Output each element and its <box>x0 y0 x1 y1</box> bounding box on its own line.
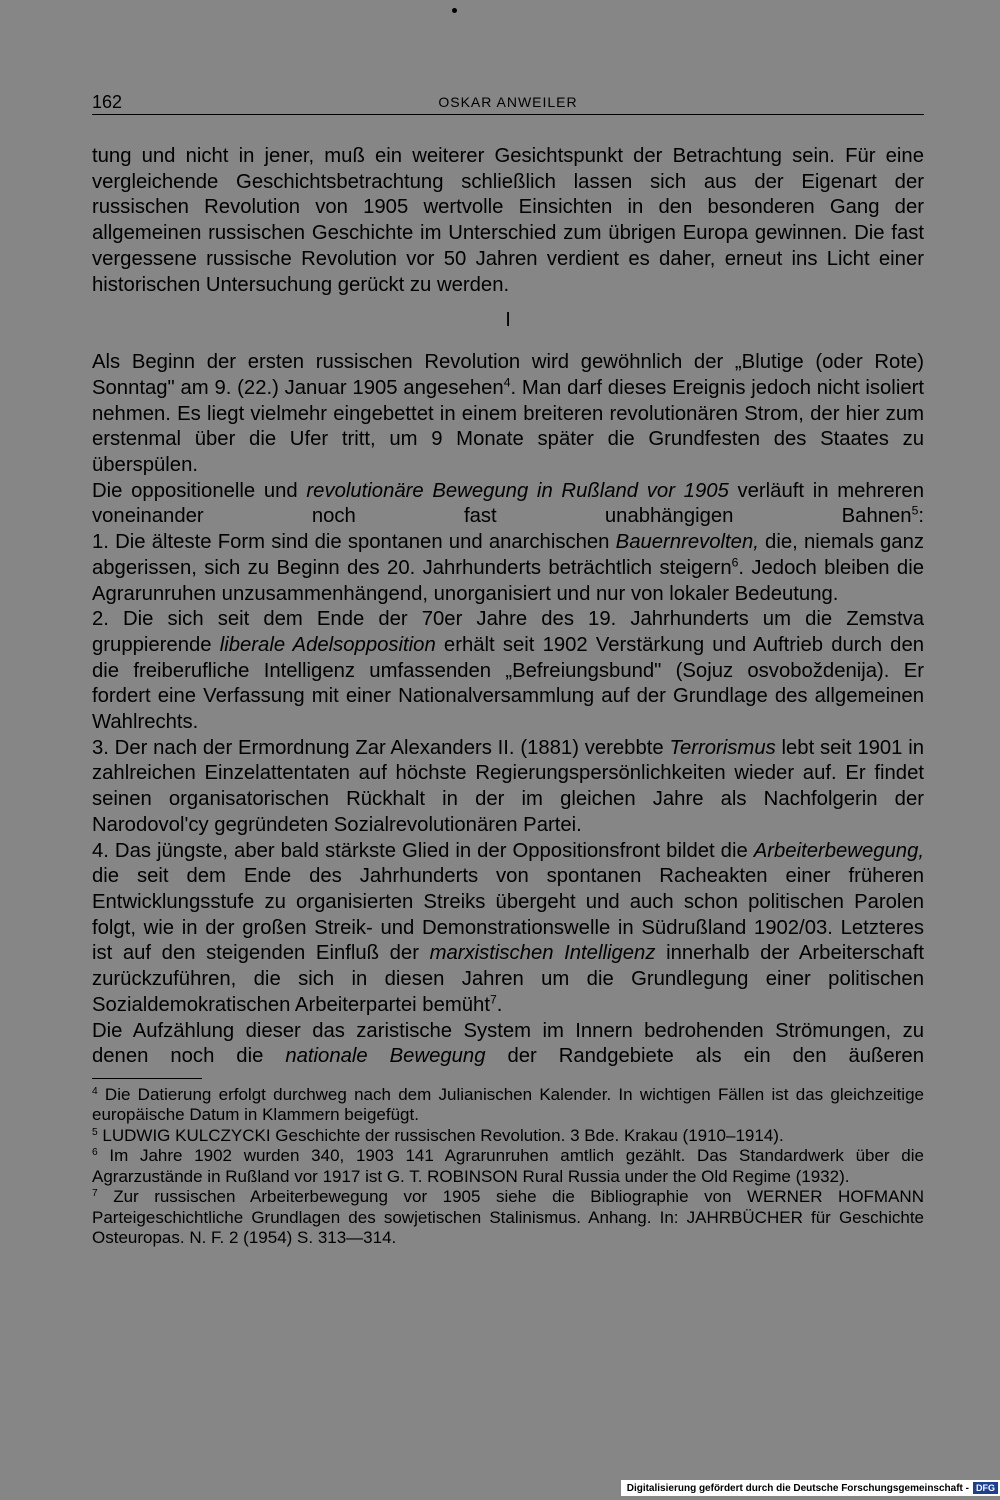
footnote-number: 7 <box>92 1188 98 1200</box>
footnote-ref[interactable]: 6 <box>731 555 739 570</box>
list-item: 1. Die älteste Form sind die spontanen und anarchischen Bauernrevolten, die, niemals ganz abgerissen, sich zu Beginn des 20. Jahrhunderts beträchtlich steigern$^6$. Jedoch bleiben die Agrarunruhen unzusammenhängend, unorganisiert und nur von lokaler Bedeutung. <box>92 531 925 605</box>
footnote-number: 6 <box>92 1147 98 1159</box>
emphasis: liberale Adelsopposition <box>219 633 436 656</box>
credit-text: Digitalisierung gefördert durch die Deutsche Forschungsgemeinschaft - <box>626 1482 969 1494</box>
footnote: $^4$ Die Datierung erfolgt durchweg nach dem Julianischen Kalender. In wichtigen Fällen ist das gleichzeitige europäische Datum in Klammern beigefügt. <box>92 1084 924 1125</box>
footnote-number: 5 <box>92 1126 98 1138</box>
footnote: $^5$ LUDWIG KULCZYCKI Geschichte der russischen Revolution. 3 Bde. Krakau (1910–1914). <box>92 1125 784 1145</box>
ink-speck <box>452 8 457 13</box>
footnote-rule <box>92 1078 202 1079</box>
emphasis: Bauernrevolten, <box>615 531 759 554</box>
paragraph: Als Beginn der ersten russischen Revolution wird gewöhnlich der „Blutige (oder Rote) Sonntag" am 9. (22.) Januar 1905 angesehen$^4$. Man darf dieses Ereignis jedoch nicht isoliert nehmen. Es liegt vielmehr eingebettet in einem breiteren revolutionären Strom, der hier zum erstenmal über die Ufer tritt, um 9 Monate später die Grundfesten des Staates zu überspülen. <box>92 351 924 477</box>
list-item: 3. Der nach der Ermordnung Zar Alexanders II. (1881) verebbte Terrorismus lebt seit 1901 in zahlreichen Einzelattentaten auf höchste Regierungspersönlichkeiten wieder auf. Er findet seinen organisatorischen Rückhalt in der im gleichen Jahre als Nachfolgerin der Narodovol'cy gegründeten Sozialrevolutionären Partei. <box>92 736 924 836</box>
footnote: $^7$ Zur russischen Arbeiterbewegung vor 1905 siehe die Bibliographie von WERNER HOFMANN Parteigeschichtliche Grundlagen des sowjetischen Stalinismus. Anhang. In: JAHRBÜCHER für Geschichte Osteuropas. N. F. 2 (1954) S. 313—314. <box>92 1187 924 1248</box>
footnote-ref[interactable]: 7 <box>489 992 497 1007</box>
page-header <box>92 92 924 114</box>
list-item: 2. Die sich seit dem Ende der 70er Jahre des 19. Jahrhunderts um die Zemstva gruppierende liberale Adelsopposition erhält seit 1902 Verstärkung und Auftrieb durch den die freiberufliche Intelligenz umfassenden „Befreiungsbund" (Sojuz osvoboždenija). Er fordert eine Verfassung mit einer Nationalversammlung auf der Grundlage des allgemeinen Wahlrechts. <box>92 608 925 734</box>
section-heading: I <box>505 309 511 332</box>
footnote-ref[interactable]: 5 <box>911 504 919 519</box>
page-number: 162 <box>92 92 123 112</box>
dfg-logo: DFG <box>973 1482 998 1494</box>
emphasis: nationale Bewegung <box>285 1045 486 1068</box>
running-head: OSKAR ANWEILER <box>438 94 578 110</box>
emphasis: revolutionäre Bewegung in Rußland vor 1905 <box>306 479 729 502</box>
emphasis: marxistischen Intelligenz <box>429 942 656 965</box>
header-rule <box>92 114 924 115</box>
page-body <box>92 144 924 1249</box>
paragraph: Die oppositionelle und revolutionäre Bewegung in Rußland vor 1905 verläuft in mehreren voneinander noch fast unabhängigen Bahnen$^5$: <box>92 479 924 528</box>
emphasis: Terrorismus <box>669 736 776 759</box>
digitization-credit <box>621 1480 1000 1496</box>
list-item: 4. Das jüngste, aber bald stärkste Glied in der Oppositionsfront bildet die Arbeiterbewegung, die seit dem Ende des Jahrhunderts von spontanen Racheakten einer früheren Entwicklungsstufe zu organisierten Streiks übergeht und auch schon politischen Parolen folgt, wie in der großen Streik- und Demonstrationswelle in Südrußland 1902/03. Letzteres ist auf den steigenden Einfluß der marxistischen Intelligenz innerhalb der Arbeiterschaft zurückzuführen, die sich in diesen Jahren um die Grundlegung einer politischen Sozialdemokratischen Arbeiterpartei bemüht$^7$. <box>92 839 925 1016</box>
paragraph: Die Aufzählung dieser das zaristische System im Innern bedrohenden Strömungen, zu denen noch die nationale Bewegung der Randgebiete als ein den äußeren <box>92 1019 924 1068</box>
footnote: $^6$ Im Jahre 1902 wurden 340, 1903 141 Agrarunruhen amtlich gezählt. Das Standardwerk über die Agrarzustände in Rußland vor 1917 ist G. T. ROBINSON Rural Russia under the Old Regime (1932). <box>92 1146 924 1186</box>
emphasis: Arbeiterbewegung, <box>753 839 924 862</box>
paragraph: tung und nicht in jener, muß ein weiterer Gesichtspunkt der Betrachtung sein. Für eine vergleichende Geschichtsbetrachtung schließlich lassen sich aus der Eigenart der russischen Revolution von 1905 wertvolle Einsichten in den besonderen Gang der allgemeinen russischen Geschichte im Unterschied zum übrigen Europa gewinnen. Die fast vergessene russische Revolution vor 50 Jahren verdient es daher, erneut ins Licht einer historischen Untersuchung gerückt zu werden. <box>92 145 924 296</box>
footnote-ref[interactable]: 4 <box>503 375 511 390</box>
footnote-number: 4 <box>92 1085 98 1097</box>
